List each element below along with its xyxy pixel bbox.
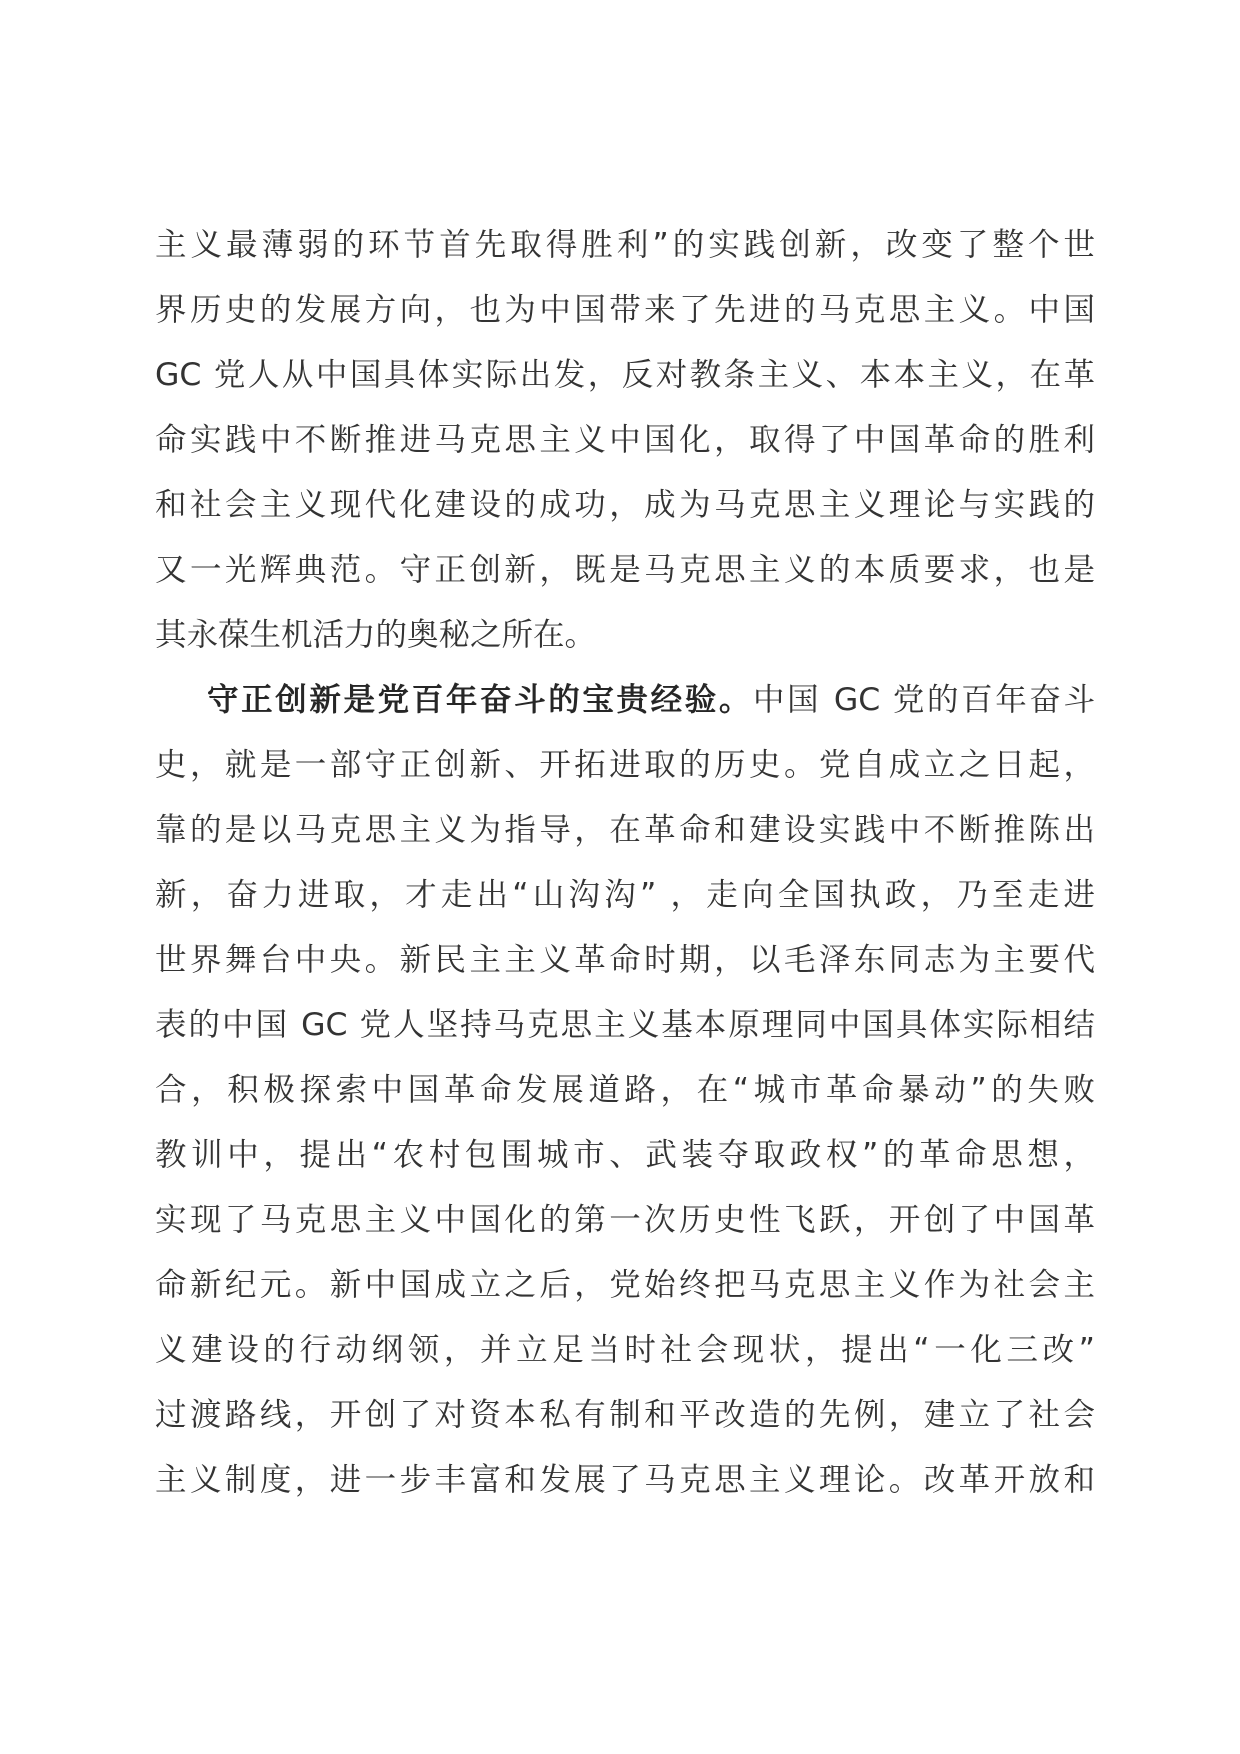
paragraph-2-line: 义建设的行动纲领，并立足当时社会现状，提出“一化三改” [155, 1332, 1095, 1368]
paragraph-2-line: 实现了马克思主义中国化的第一次历史性飞跃，开创了中国革 [155, 1202, 1095, 1238]
paragraph-2-first-line [155, 668, 1095, 733]
paragraph-2-line: 合，积极探索中国革命发展道路，在“城市革命暴动”的失败 [155, 1072, 1095, 1108]
paragraph-2-line: 命新纪元。新中国成立之后，党始终把马克思主义作为社会主 [155, 1267, 1095, 1303]
paragraph-2-line: 主义制度，进一步丰富和发展了马克思主义理论。改革开放和 [155, 1462, 1095, 1498]
paragraph-1-line: 命实践中不断推进马克思主义中国化，取得了中国革命的胜利 [155, 422, 1095, 458]
paragraph-2-line: 教训中，提出“农村包围城市、武装夺取政权”的革命思想， [155, 1137, 1095, 1173]
paragraph-2-line: 表的中国 GC 党人坚持马克思主义基本原理同中国具体实际相结 [155, 1007, 1095, 1043]
paragraph-2-line: 过渡路线，开创了对资本私有制和平改造的先例，建立了社会 [155, 1397, 1095, 1433]
paragraph-2-line: 史，就是一部守正创新、开拓进取的历史。党自成立之日起， [155, 747, 1095, 783]
paragraph-2 [155, 668, 1095, 1513]
paragraph-1-line: GC 党人从中国具体实际出发，反对教条主义、本本主义，在革 [155, 357, 1095, 393]
paragraph-1-line: 界历史的发展方向，也为中国带来了先进的马克思主义。中国 [155, 292, 1095, 328]
document-body [155, 213, 1095, 1513]
paragraph-1-line: 又一光辉典范。守正创新，既是马克思主义的本质要求，也是 [155, 552, 1095, 588]
paragraph-2-first-line-text: 中国 GC 党的百年奋斗 [752, 682, 1095, 718]
paragraph-1-line: 其永葆生机活力的奥秘之所在。 [155, 617, 597, 653]
paragraph-1 [155, 213, 1095, 668]
paragraph-2-lead-heading: 守正创新是党百年奋斗的宝贵经验。 [207, 682, 753, 718]
paragraph-2-line: 新，奋力进取，才走出“山沟沟” ，走向全国执政，乃至走进 [155, 877, 1095, 913]
paragraph-1-line: 主义最薄弱的环节首先取得胜利”的实践创新，改变了整个世 [155, 227, 1095, 263]
paragraph-2-line: 靠的是以马克思主义为指导，在革命和建设实践中不断推陈出 [155, 812, 1095, 848]
paragraph-2-line: 世界舞台中央。新民主主义革命时期，以毛泽东同志为主要代 [155, 942, 1095, 978]
paragraph-1-line: 和社会主义现代化建设的成功，成为马克思主义理论与实践的 [155, 487, 1095, 523]
